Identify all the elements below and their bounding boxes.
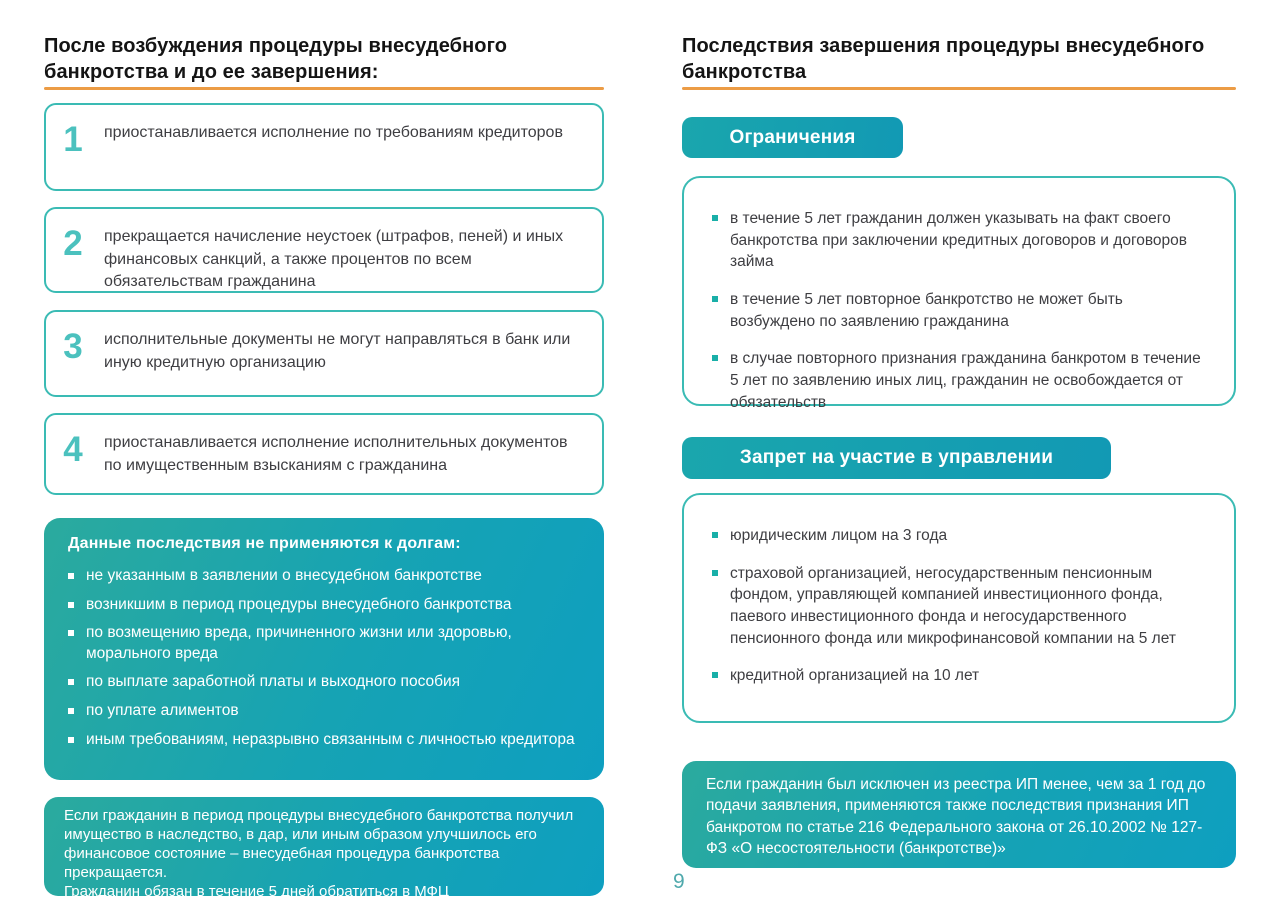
list-item: не указанным в заявлении о внесудебном банкротстве [68,566,582,587]
restrictions-badge: Ограничения [682,117,903,158]
right-note-box [682,761,1236,868]
step-text: прекращается начисление неустоек (штрафов, пеней) и иных финансовых санкций, а также процентов по всем обязательствам гражданина [104,228,564,291]
restrictions-box [682,176,1236,411]
list-item: по уплате алиментов [68,701,582,722]
step-card-2 [44,207,604,293]
bullet-square-icon [68,737,74,743]
bullet-square-icon [712,532,718,538]
bullet-square-icon [68,679,74,685]
note-text: Если гражданин в период процедуры внесудебного банкротства получил имущество в наследство, в дар, или иным образом улучшилось его финансовое состояние – внесудебная процедура банкротства прекращается. [64,807,574,882]
bullet-square-icon [68,708,74,714]
right-title-divider [682,87,1236,90]
list-item: в течение 5 лет повторное банкротство не может быть возбуждено по заявлению гражданина [712,289,1204,332]
page-number-right: 9 [673,870,685,893]
step-number: 2 [63,224,83,263]
step-number: 3 [63,327,83,366]
bullet-square-icon [712,570,718,576]
right-column-title: Последствия завершения процедуры внесудебного банкротства [682,35,1205,84]
list-item: возникшим в период процедуры внесудебного банкротства [68,595,582,616]
list-item: по возмещению вреда, причиненного жизни или здоровью, морального вреда [68,623,582,664]
exclusions-title: Данные последствия не применяются к долгам: [68,535,461,552]
step-card-1 [44,103,604,191]
left-note-box [44,797,604,901]
bullet-square-icon [68,573,74,579]
bullet-square-icon [712,296,718,302]
list-item: страховой организацией, негосударственным пенсионным фондом, управляющей компанией инвестиционного фонда, паевого инвестиционного фонда и негосударственного пенсионного фонда или микрофинансовой компании на 5 лет [712,563,1204,650]
exclusions-box [44,518,604,780]
bullet-square-icon [712,215,718,221]
list-item: юридическим лицом на 3 года [712,525,1204,547]
management-ban-badge: Запрет на участие в управлении [682,437,1111,479]
step-text: приостанавливается исполнение исполнительных документов по имущественным взысканиям с гражданина [104,434,568,474]
list-item: кредитной организацией на 10 лет [712,665,1204,687]
management-ban-box [682,493,1236,723]
list-item: по выплате заработной платы и выходного пособия [68,672,582,693]
step-number: 1 [63,120,83,159]
bullet-square-icon [68,630,74,636]
step-number: 4 [63,430,83,469]
bullet-square-icon [68,602,74,608]
list-item: иным требованиям, неразрывно связанным с личностью кредитора [68,730,582,751]
bullet-square-icon [712,355,718,361]
left-column-title: После возбуждения процедуры внесудебного банкротства и до ее завершения: [44,35,508,84]
step-card-4 [44,413,604,495]
bullet-square-icon [712,672,718,678]
left-title-divider [44,87,604,90]
step-text: приостанавливается исполнение по требованиям кредиторов [104,124,563,141]
note-text: Если гражданин был исключен из реестра ИП менее, чем за 1 год до подачи заявления, применяются также последствия признания ИП банкротом по статье 216 Федерального закона от 26.10.2002 № 127-ФЗ «О несостоятельности (банкротстве)» [706,776,1206,858]
list-item: в течение 5 лет гражданин должен указывать на факт своего банкротства при заключении кредитных договоров и договоров займа [712,208,1204,273]
note-text: Гражданин обязан в течение 5 дней обратиться в МФЦ [64,883,450,901]
step-text: исполнительные документы не могут направляться в банк или иную кредитную организацию [104,331,571,371]
list-item: в случае повторного признания гражданина банкротом в течение 5 лет по заявлению иных лиц, гражданин не освобождается от обязательств [712,348,1204,413]
step-card-3 [44,310,604,397]
